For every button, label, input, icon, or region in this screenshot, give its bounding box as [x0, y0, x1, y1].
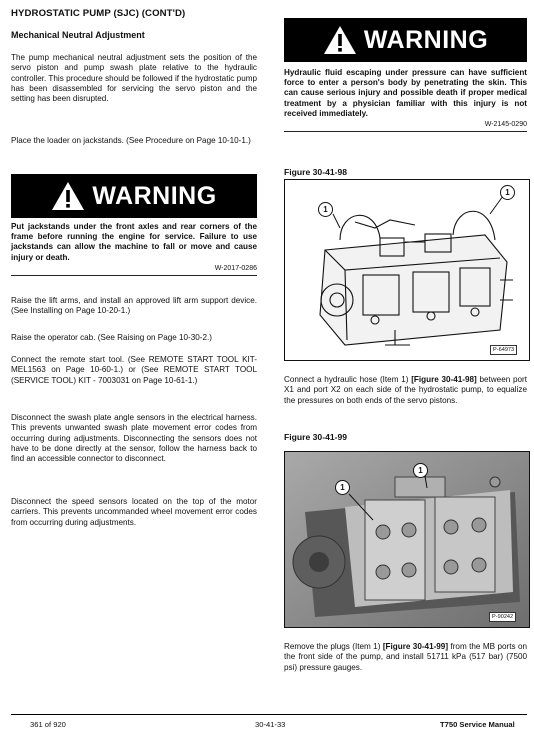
paragraph-raise-cab: Raise the operator cab. (See Raising on Page 10-30-2.) — [11, 333, 212, 342]
warning-box-hydraulic — [284, 18, 527, 132]
figure-code: P-64973 — [490, 345, 517, 355]
warning-label: WARNING — [363, 25, 489, 54]
footer-divider — [11, 714, 527, 715]
paragraph-remove-plugs: Remove the plugs (Item 1) [Figure 30-41-99] from the MB ports on the front side of the pump, and install 51711 kPa (517 bar) (7500 psi) pressure gauges. — [284, 642, 527, 672]
figure-title: Figure 30-41-99 — [284, 432, 348, 442]
callout-item-1-left: 1 — [318, 202, 333, 217]
footer-page-number: 30-41-33 — [255, 720, 286, 729]
footer-page-count: 361 of 920 — [30, 720, 66, 729]
warning-text: Put jackstands under the front axles and rear corners of the frame before running the engine for service. Failure to use jackstands can allow the machine to fall or move and cause injury or death. — [11, 222, 257, 262]
paragraph-remote-start: Connect the remote start tool. (See REMOTE START TOOL KIT-MEL1563 on Page 10-60-1.) or (See REMOTE START TOOL (SERVICE TOOL) KIT - 7003031 on Page 10-61-1.) — [11, 355, 257, 385]
warning-code: W-2145-0290 — [484, 121, 527, 129]
paragraph-connect-hose: Connect a hydraulic hose (Item 1) [Figure 30-41-98] between port X1 and port X2 on each side of the hydrostatic pump, to equalize the pressures on both ends of the servo pistons. — [284, 375, 527, 405]
warning-code: W-2017-0286 — [214, 264, 257, 272]
warning-banner — [284, 18, 527, 62]
pump-photo-drawing — [285, 452, 529, 627]
paragraph-swash-sensors: Disconnect the swash plate angle sensors in the electrical harness. This prevents unwanted swash plate movement error codes from occurring during adjustments. Disconnecting the sensors does not have to be done directly at the sensor, follow the harness back to find an accessible connector to disconnect. — [11, 413, 257, 464]
callout-item-1-right: 1 — [500, 185, 515, 200]
figure-pump-photo — [284, 451, 530, 628]
paragraph-purpose: The pump mechanical neutral adjustment sets the position of the servo piston and pump swash plate relative to the hydraulic controller. This procedure should be followed if the hydrostatic pump has been disassembled for servicing the servo piston and the setting has been disrupted. — [11, 53, 257, 104]
warning-label: WARNING — [92, 181, 217, 210]
figure-reference: [Figure 30-41-99] — [382, 642, 449, 651]
section-heading: Mechanical Neutral Adjustment — [11, 30, 145, 40]
warning-banner — [11, 174, 257, 218]
footer-manual-title: T750 Service Manual — [440, 720, 515, 729]
callout-item-1-left: 1 — [335, 480, 350, 495]
warning-triangle-icon — [51, 181, 85, 211]
figure-code: P-90242 — [489, 612, 516, 622]
paragraph-lift-arms: Raise the lift arms, and install an approved lift arm support device. (See Installing on Page 10-20-1.) — [11, 296, 257, 316]
page-title: HYDROSTATIC PUMP (SJC) (CONT'D) — [11, 8, 186, 19]
warning-box-jackstands — [11, 174, 257, 276]
paragraph-speed-sensors: Disconnect the speed sensors located on the top of the motor carriers. This prevents uncommanded wheel movement error codes from occurring during adjustments. — [11, 497, 257, 527]
paragraph-jackstands: Place the loader on jackstands. (See Procedure on Page 10-10-1.) — [11, 136, 251, 145]
callout-item-1-right: 1 — [413, 463, 428, 478]
warning-text: Hydraulic fluid escaping under pressure can have sufficient force to enter a person's body by penetrating the skin. This can cause serious injury and possible death if proper medical treatment by a physician familiar with this injury is not received immediately. — [284, 68, 527, 118]
figure-pump-hoses — [284, 179, 530, 361]
figure-title: Figure 30-41-98 — [284, 167, 348, 177]
figure-reference: [Figure 30-41-98] — [411, 375, 477, 384]
warning-triangle-icon — [323, 25, 357, 55]
